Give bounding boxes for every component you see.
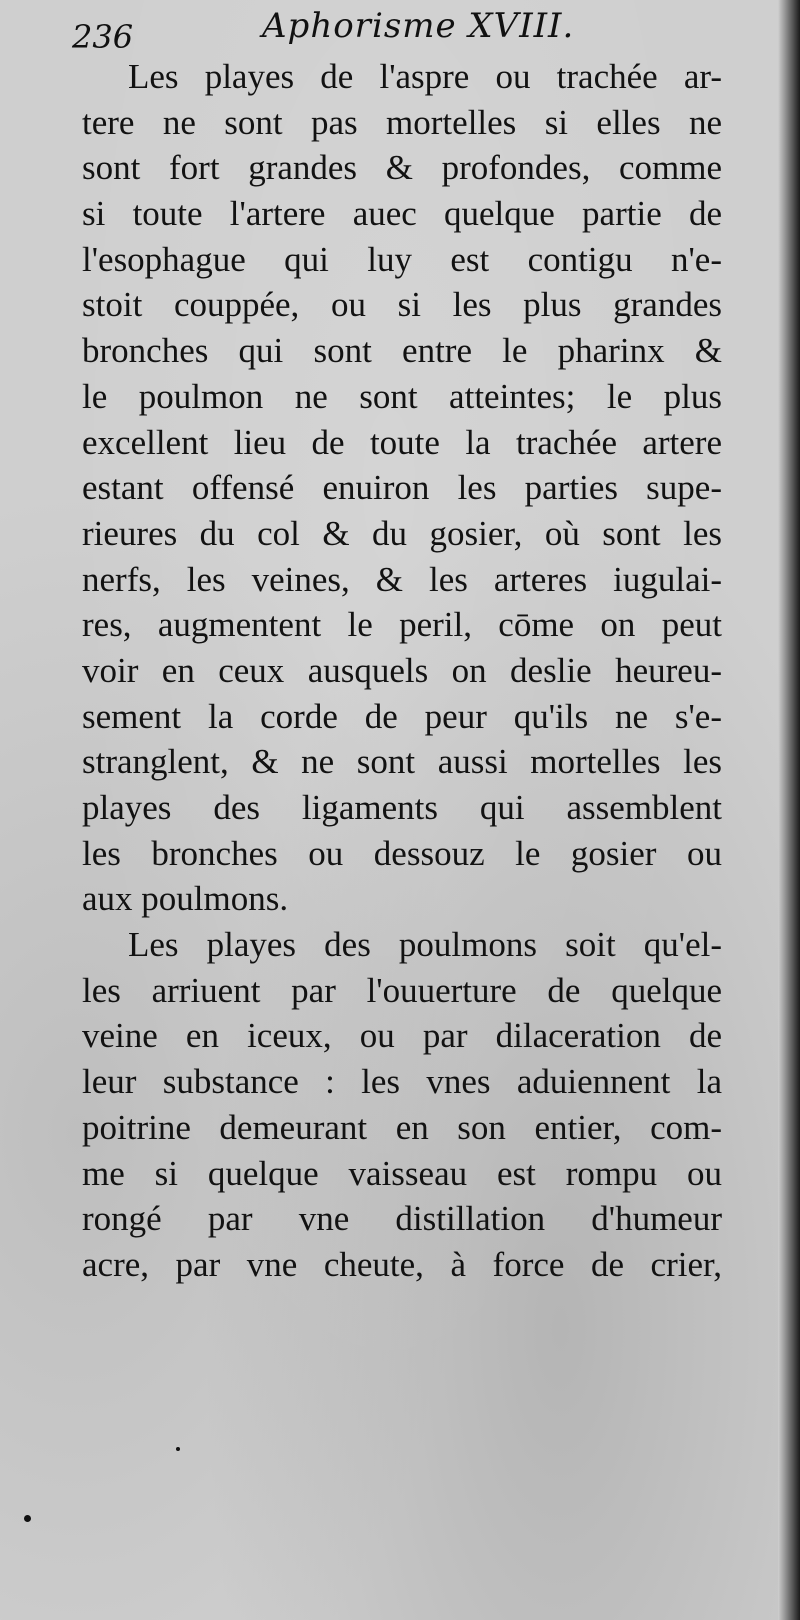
text-line: sont fort grandes & profondes, comme [82,148,722,188]
text-line: Les playes des poulmons soit qu'el- [128,925,722,965]
text-line: le poulmon ne sont atteintes; le plus [82,376,722,416]
text-line: sement la corde de peur qu'ils ne s'e- [82,696,722,736]
text-line: excellent lieu de toute la trachée artere [82,422,722,462]
ink-spot [176,1447,180,1451]
running-title: Aphorisme XVIII. [262,6,575,46]
text-line: nerfs, les veines, & les arteres iugulai- [82,559,722,599]
text-line: veine en iceux, ou par dilaceration de [82,1016,722,1056]
text-line: acre, par vne cheute, à force de crier, [82,1244,722,1284]
text-line: les arriuent par l'ouuerture de quelque [82,970,722,1010]
paragraph-2 [82,922,722,1288]
text-line: si toute l'artere auec quelque partie de [82,194,722,234]
text-line: leur substance : les vnes aduiennent la [82,1062,722,1102]
text-line: Les playes de l'aspre ou trachée ar- [128,57,722,96]
text-line: aux poulmons. [82,879,289,919]
text-line: voir en ceux ausquels on deslie heureu- [82,650,722,690]
text-line: bronches qui sont entre le pharinx & [82,331,722,371]
page-header [0,4,778,56]
text-line: stoit couppée, ou si les plus grandes [82,285,722,325]
text-line: stranglent, & ne sont aussi mortelles les [82,742,722,782]
text-line: playes des ligaments qui assemblent [82,788,722,827]
page-edge-shadow [778,0,800,1620]
text-line: poitrine demeurant en son entier, com- [82,1107,722,1147]
body-text [82,54,722,1288]
text-line: res, augmentent le peril, cōme on peut [82,605,722,645]
ink-spot [24,1515,31,1522]
paragraph-1 [82,54,722,922]
text-line: tere ne sont pas mortelles si elles ne [82,102,722,142]
text-line: rieures du col & du gosier, où sont les [82,513,722,553]
text-line: me si quelque vaisseau est rompu ou [82,1153,722,1193]
page-number: 236 [72,18,134,56]
text-line: les bronches ou dessouz le gosier ou [82,833,722,873]
text-line: l'esophague qui luy est contigu n'e- [82,239,722,279]
text-line: rongé par vne distillation d'humeur [82,1199,722,1239]
text-line: estant offensé enuiron les parties supe- [82,468,722,508]
